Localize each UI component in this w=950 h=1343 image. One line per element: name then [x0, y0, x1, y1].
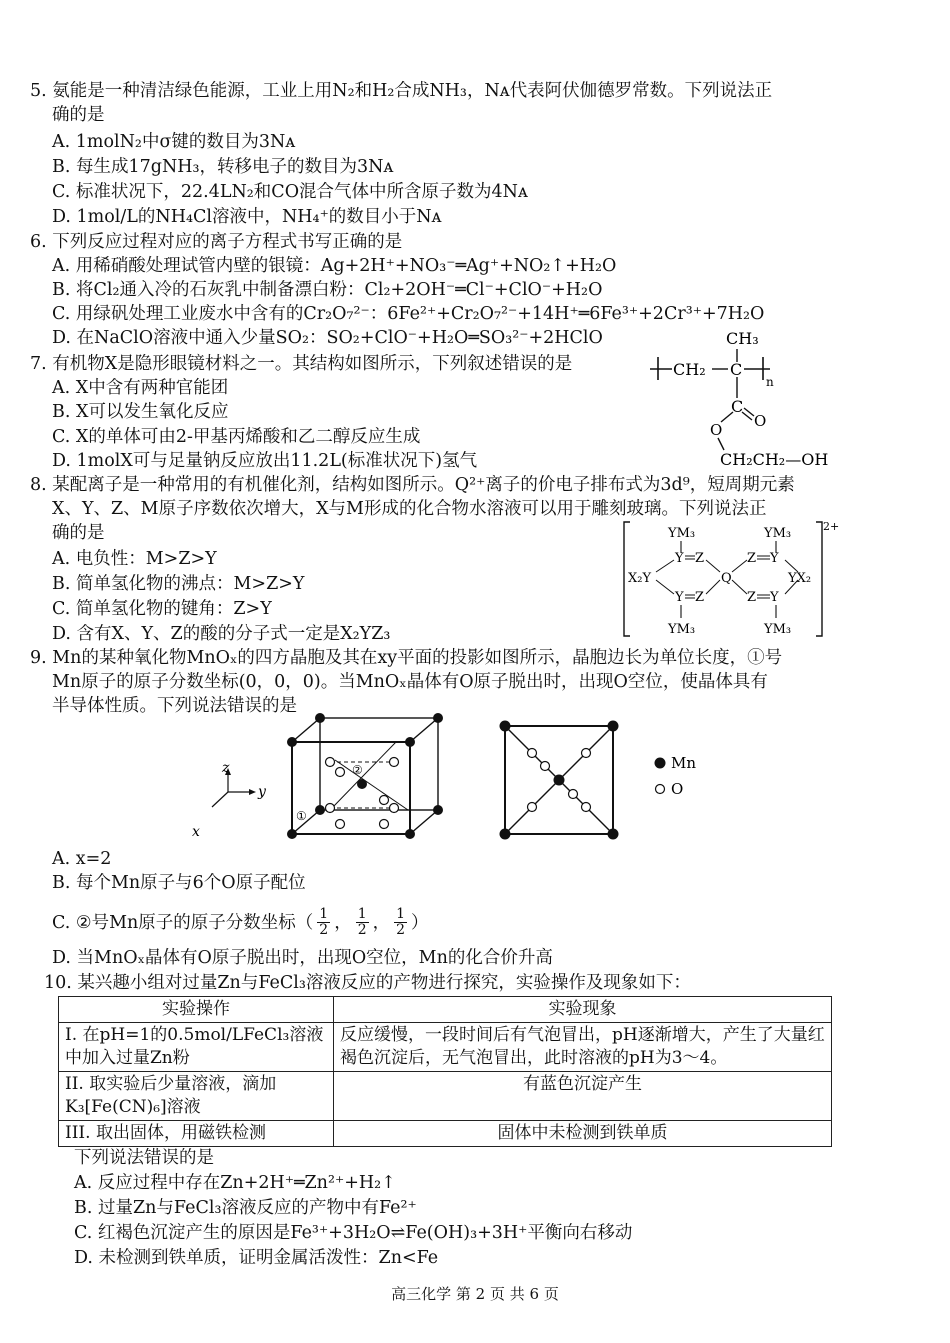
- table-cell-observation: 固体中未检测到铁单质: [334, 1121, 832, 1147]
- q7-option-a: A. X中含有两种官能团: [52, 378, 229, 398]
- fig-ch3: CH₃: [726, 329, 759, 348]
- q8-option-c: C. 简单氢化物的键角：Z>Y: [52, 599, 272, 619]
- legend-o: O: [671, 780, 684, 798]
- q10-stem: 10. 某兴趣小组对过量Zn与FeCl₃溶液反应的产物进行探究，实验操作及现象如下：: [44, 973, 691, 993]
- q9-option-c: C. ②号Mn原子的原子分数坐标（ 1 2 ， 1 2 ， 1 2 ）: [52, 906, 429, 938]
- table-header: 实验操作: [59, 997, 334, 1023]
- q5-stem: 5. 氨能是一种清洁绿色能源，工业上用N₂和H₂合成NH₃，Nᴀ代表阿伏伽德罗常数。下列说法正: [30, 81, 773, 101]
- fraction-1: 1 2: [319, 906, 329, 938]
- table-cell-operation: III. 取出固体，用磁铁检测: [59, 1121, 334, 1147]
- fig-z4: Z: [747, 590, 757, 605]
- fig-z1: Z: [695, 551, 705, 566]
- q8-option-a: A. 电负性：M>Z>Y: [52, 549, 217, 569]
- q9-option-d: D. 当MnOₓ晶体有O原子脱出时，出现O空位，Mn的化合价升高: [52, 948, 553, 968]
- fig-ch2: CH₂: [673, 360, 706, 379]
- fig-y3: Y: [770, 551, 779, 566]
- table-cell-operation: I. 在pH=1的0.5mol/LFeCl₃溶液中加入过量Zn粉: [59, 1023, 334, 1072]
- q9-stem: 9. Mn的某种氧化物MnOₓ的四方晶胞及其在xy平面的投影如图所示，晶胞边长为单位长度，①号: [30, 648, 783, 668]
- fig-chain: CH₂CH₂—OH: [720, 450, 829, 469]
- fraction-3: 1 2: [396, 906, 406, 938]
- fig-x2y: X₂Y: [628, 571, 652, 586]
- q6-stem: 6. 下列反应过程对应的离子方程式书写正确的是: [30, 232, 403, 252]
- experiment-table: [58, 996, 832, 1147]
- q5-option-a: A. 1molN₂中σ键的数目为3Nᴀ: [52, 132, 296, 152]
- q10-option-b: B. 过量Zn与FeCl₃溶液反应的产物中有Fe²⁺: [74, 1198, 417, 1218]
- fig-n: n: [766, 375, 774, 389]
- q10-sub: 下列说法错误的是: [74, 1148, 214, 1168]
- q5-stem-cont: 确的是: [52, 105, 105, 125]
- fig-charge: 2+: [823, 520, 840, 533]
- fig-c: C: [730, 360, 743, 379]
- fig-z3: Z: [747, 551, 757, 566]
- q5-option-d: D. 1mol/L的NH₄Cl溶液中，NH₄⁺的数目小于Nᴀ: [52, 207, 442, 227]
- fig-o-ester: O: [710, 421, 723, 439]
- q7-option-d: D. 1molX可与足量钠反应放出11.2L(标准状况下)氢气: [52, 451, 478, 471]
- fig-ym3-bl: YM₃: [668, 622, 696, 637]
- table-cell-operation: II. 取实验后少量溶液，滴加K₃[Fe(CN)₆]溶液: [59, 1072, 334, 1121]
- q8-stem: 8. 某配离子是一种常用的有机催化剂，结构如图所示。Q²⁺离子的价电子排布式为3d⁹，短周期元素: [30, 475, 795, 495]
- q9-option-c-suffix: ）: [411, 912, 429, 933]
- axis-x-label: x: [192, 824, 200, 840]
- crystal-cell-figure: [180, 712, 720, 847]
- fig-z2: Z: [695, 590, 705, 605]
- polymer-structure-figure: [640, 322, 850, 472]
- atom-2-marker: ②: [352, 763, 363, 777]
- q10-option-d: D. 未检测到铁单质，证明金属活泼性：Zn<Fe: [74, 1248, 439, 1268]
- q5-option-c: C. 标准状况下，22.4LN₂和CO混合气体中所含原子数为4Nᴀ: [52, 182, 528, 202]
- fig-y2: Y: [675, 590, 684, 605]
- complex-ion-figure: [620, 516, 840, 640]
- fraction-2: 1 2: [357, 906, 367, 938]
- q10-option-c: C. 红褐色沉淀产生的原因是Fe³⁺+3H₂O⇌Fe(OH)₃+3H⁺平衡向右移动: [74, 1223, 633, 1243]
- axis-y-label: y: [258, 784, 266, 800]
- q9-option-c-prefix: C. ②号Mn原子的原子分数坐标（: [52, 912, 314, 933]
- fig-c2: C: [731, 397, 744, 416]
- q9-stem-cont2: 半导体性质。下列说法错误的是: [52, 696, 297, 716]
- table-row: [59, 1023, 832, 1072]
- legend-mn: Mn: [671, 754, 697, 772]
- q8-stem-cont1: X、Y、Z、M原子序数依次增大，X与M形成的化合物水溶液可以用于雕刻玻璃。下列说法正: [52, 499, 767, 519]
- atom-1-marker: ①: [296, 809, 307, 823]
- q6-option-c: C. 用绿矾处理工业废水中含有的Cr₂O₇²⁻：6Fe²⁺+Cr₂O₇²⁻+14H⁺═6Fe³⁺+2Cr³⁺+7H₂O: [52, 304, 765, 324]
- table-header: 实验现象: [334, 997, 832, 1023]
- fig-ym3-tl: YM₃: [668, 526, 696, 541]
- fig-y4: Y: [770, 590, 779, 605]
- table-row: [59, 1121, 832, 1147]
- table-cell-observation: 反应缓慢，一段时间后有气泡冒出，pH逐渐增大，产生了大量红褐色沉淀后，无气泡冒出，此时溶液的pH为3～4。: [334, 1023, 832, 1072]
- q6-option-d: D. 在NaClO溶液中通入少量SO₂：SO₂+ClO⁻+H₂O═SO₃²⁻+2HClO: [52, 328, 603, 348]
- q5-option-b: B. 每生成17gNH₃，转移电子的数目为3Nᴀ: [52, 157, 394, 177]
- fig-yx2: YX₂: [788, 571, 812, 586]
- q6-option-a: A. 用稀硝酸处理试管内壁的银镜：Ag+2H⁺+NO₃⁻═Ag⁺+NO₂↑+H₂O: [52, 256, 617, 276]
- table-cell-observation: 有蓝色沉淀产生: [334, 1072, 832, 1121]
- fig-ym3-br: YM₃: [764, 622, 792, 637]
- q8-stem-cont2: 确的是: [52, 523, 105, 543]
- fig-q: Q: [721, 571, 732, 586]
- q10-option-a: A. 反应过程中存在Zn+2H⁺═Zn²⁺+H₂↑: [74, 1173, 396, 1193]
- q9-option-b: B. 每个Mn原子与6个O原子配位: [52, 873, 306, 893]
- axis-z-label: z: [222, 760, 230, 776]
- fig-y1: Y: [675, 551, 684, 566]
- fig-ym3-tr: YM₃: [764, 526, 792, 541]
- q7-option-b: B. X可以发生氧化反应: [52, 402, 229, 422]
- q8-option-d: D. 含有X、Y、Z的酸的分子式一定是X₂YZ₃: [52, 624, 391, 644]
- q7-stem: 7. 有机物X是隐形眼镜材料之一。其结构如图所示，下列叙述错误的是: [30, 354, 573, 374]
- table-row: [59, 1072, 832, 1121]
- table-header-row: [59, 997, 832, 1023]
- q7-option-c: C. X的单体可由2-甲基丙烯酸和乙二醇反应生成: [52, 427, 421, 447]
- fig-o-double: O: [754, 412, 767, 430]
- q8-option-b: B. 简单氢化物的沸点：M>Z>Y: [52, 574, 305, 594]
- q9-option-a: A. x=2: [52, 849, 112, 869]
- page-footer: 高三化学 第 2 页 共 6 页: [391, 1285, 559, 1303]
- q6-option-b: B. 将Cl₂通入冷的石灰乳中制备漂白粉：Cl₂+2OH⁻═Cl⁻+ClO⁻+H₂O: [52, 280, 603, 300]
- q9-stem-cont1: Mn原子的原子分数坐标(0，0，0)。当MnOₓ晶体有O原子脱出时，出现O空位，使晶体具有: [52, 672, 768, 692]
